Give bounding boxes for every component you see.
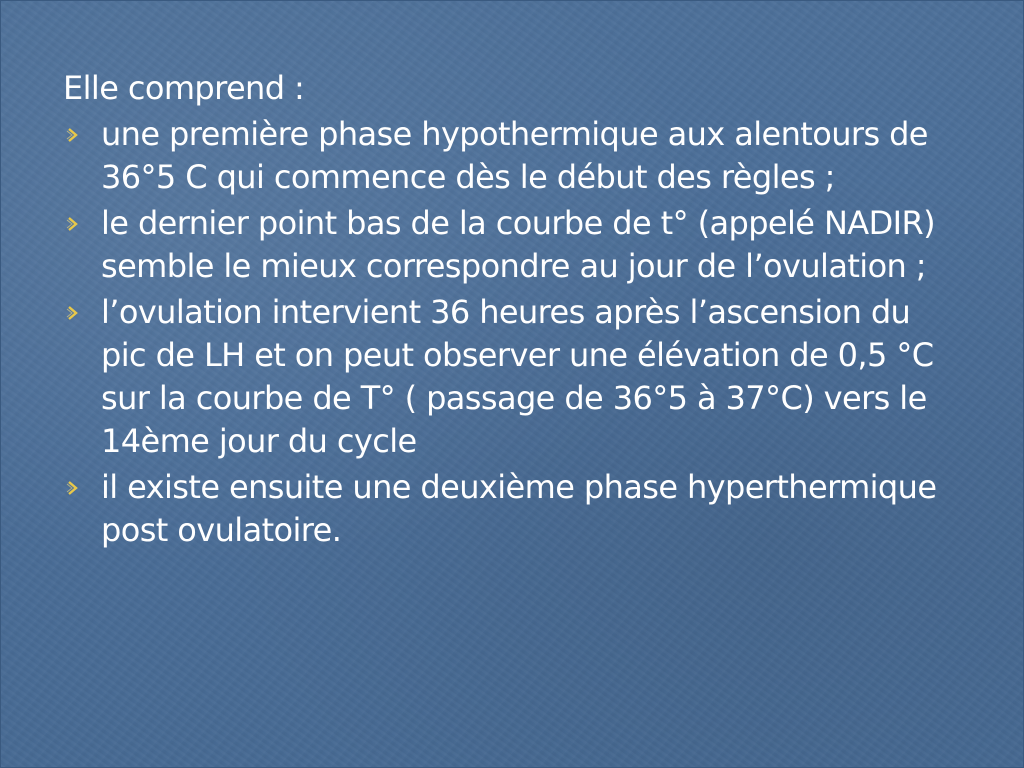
chevron-right-icon: [65, 305, 81, 321]
bullet-item: [63, 113, 963, 199]
intro-text: Elle comprend :: [63, 69, 305, 107]
chevron-right-icon: [65, 216, 81, 232]
chevron-right-icon: [65, 127, 81, 143]
chevron-right-icon: [65, 480, 81, 496]
bullet-item: [63, 291, 963, 463]
bullet-text: il existe ensuite une deuxième phase hyperthermique post ovulatoire.: [101, 468, 937, 549]
bullet-text: l’ovulation intervient 36 heures après l’ascension du pic de LH et on peut observer une élévation de 0,5 °C sur la courbe de T° ( passage de 36°5 à 37°C) vers le 14ème jour du cycle: [101, 293, 934, 460]
bullet-text: le dernier point bas de la courbe de t° (appelé NADIR) semble le mieux correspondre au jour de l’ovulation ;: [101, 204, 935, 285]
bullet-item: [63, 466, 963, 552]
bullet-item: [63, 202, 963, 288]
slide-content: [63, 67, 963, 555]
bullet-list: [63, 113, 963, 552]
bullet-text: une première phase hypothermique aux alentours de 36°5 C qui commence dès le début des règles ;: [101, 115, 928, 196]
